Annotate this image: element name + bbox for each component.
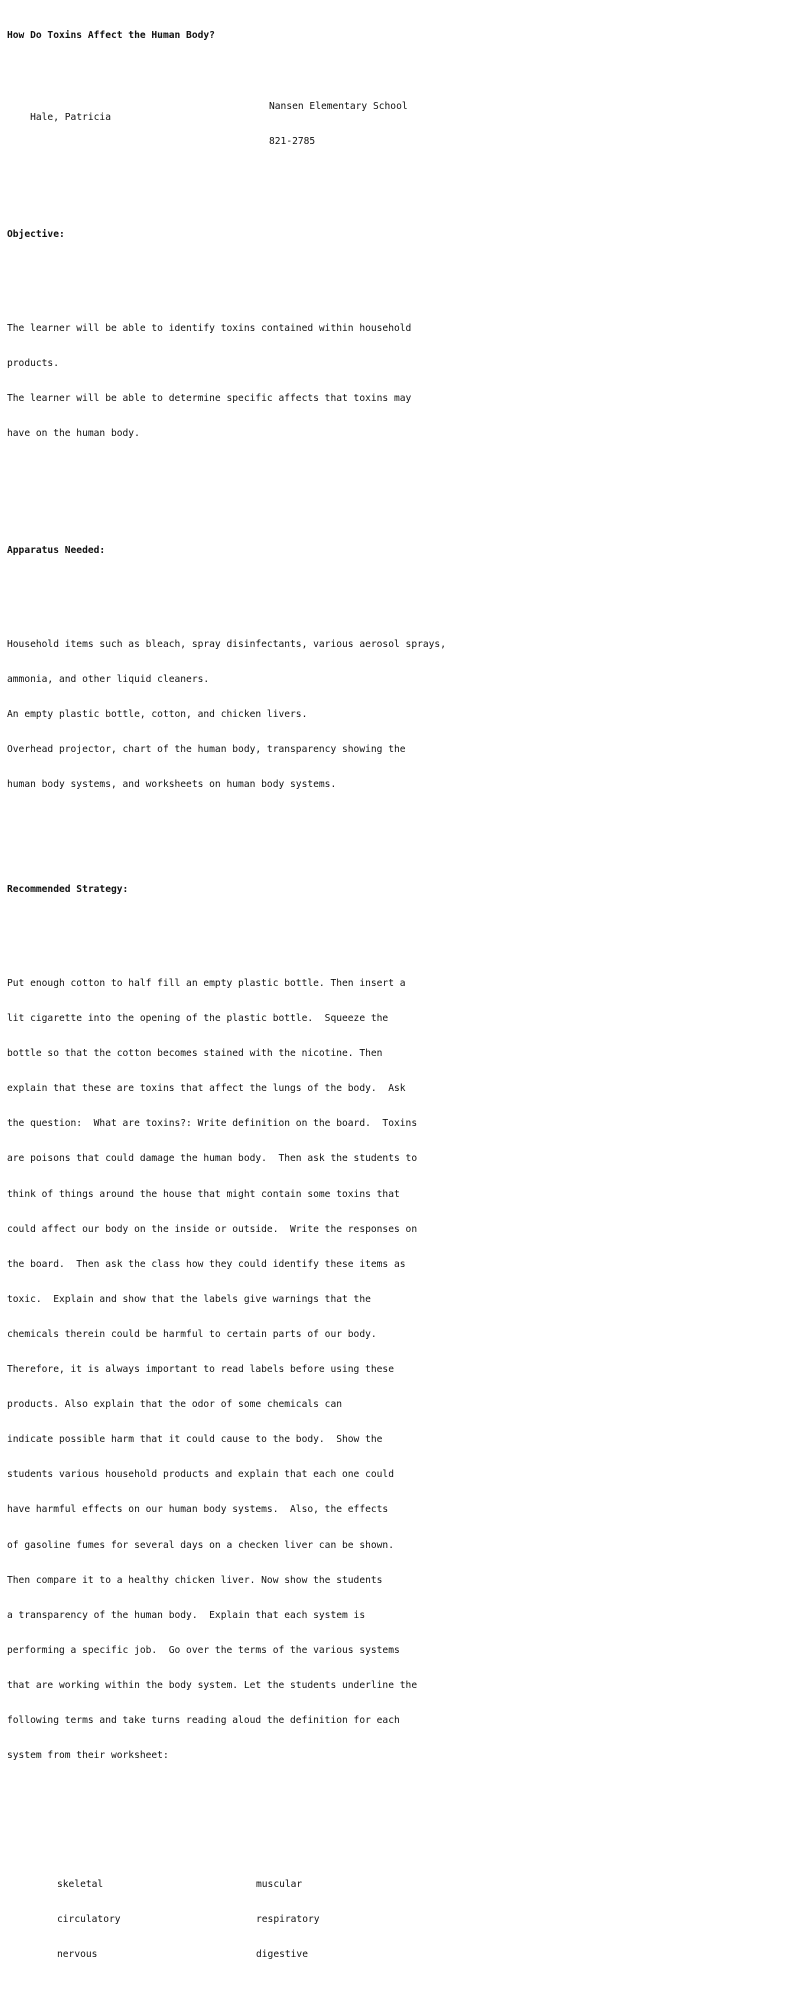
apparatus-heading: Apparatus Needed: bbox=[7, 545, 106, 557]
term: muscular bbox=[256, 1878, 303, 1890]
objective-heading: Objective: bbox=[7, 229, 65, 241]
text-line: the board. Then ask the class how they could identify these items as bbox=[7, 1258, 406, 1270]
text-line: The learner will be able to determine specific affects that toxins may bbox=[7, 393, 412, 405]
text-line: ammonia, and other liquid cleaners. bbox=[7, 673, 210, 685]
objective-text bbox=[7, 299, 800, 463]
text-line: Household items such as bleach, spray disinfectants, various aerosol sprays, bbox=[7, 638, 446, 650]
text-line: think of things around the house that might contain some toxins that bbox=[7, 1188, 400, 1200]
strategy-text bbox=[7, 955, 800, 1786]
text-line: performing a specific job. Go over the terms of the various systems bbox=[7, 1644, 400, 1656]
text-line: following terms and take turns reading aloud the definition for each bbox=[7, 1714, 400, 1726]
text-line: products. Also explain that the odor of some chemicals can bbox=[7, 1399, 343, 1411]
text-line: Put enough cotton to half fill an empty plastic bottle. Then insert a bbox=[7, 978, 406, 990]
term: skeletal bbox=[57, 1878, 104, 1890]
text-line: Then compare it to a healthy chicken liver. Now show the students bbox=[7, 1574, 383, 1586]
terms-list bbox=[7, 1855, 800, 1984]
text-line: bottle so that the cotton becomes stained with the nicotine. Then bbox=[7, 1048, 383, 1060]
school-number-row bbox=[7, 136, 800, 148]
text-line: explain that these are toxins that affect the lungs of the body. Ask bbox=[7, 1083, 406, 1095]
text-line: are poisons that could damage the human body. Then ask the students to bbox=[7, 1153, 418, 1165]
text-line: the question: What are toxins?: Write definition on the board. Toxins bbox=[7, 1118, 418, 1130]
terms-row bbox=[7, 1879, 800, 1891]
text-line: products. bbox=[7, 357, 59, 369]
text-line: that are working within the body system. Let the students underline the bbox=[7, 1679, 418, 1691]
text-line: human body systems, and worksheets on human body systems. bbox=[7, 779, 337, 791]
text-line: An empty plastic bottle, cotton, and chicken livers. bbox=[7, 708, 308, 720]
text-line: toxic. Explain and show that the labels give warnings that the bbox=[7, 1293, 371, 1305]
text-line: The learner will be able to identify toxins contained within household bbox=[7, 322, 412, 334]
text-line: system from their worksheet: bbox=[7, 1750, 169, 1762]
author-row bbox=[7, 100, 800, 124]
terms-row bbox=[7, 1949, 800, 1961]
text-line: have on the human body. bbox=[7, 428, 140, 440]
text-line: of gasoline fumes for several days on a checken liver can be shown. bbox=[7, 1539, 394, 1551]
strategy-heading: Recommended Strategy: bbox=[7, 884, 129, 896]
author-name: Hale, Patricia bbox=[30, 112, 111, 124]
term: respiratory bbox=[256, 1913, 320, 1925]
text-line: a transparency of the human body. Explain that each system is bbox=[7, 1609, 366, 1621]
term: circulatory bbox=[57, 1913, 121, 1925]
document-title: How Do Toxins Affect the Human Body? bbox=[7, 30, 215, 42]
term: nervous bbox=[57, 1948, 98, 1960]
term: digestive bbox=[256, 1948, 308, 1960]
school-number: 821-2785 bbox=[269, 135, 316, 147]
text-line: indicate possible harm that it could cause to the body. Show the bbox=[7, 1434, 383, 1446]
text-line: students various household products and explain that each one could bbox=[7, 1469, 394, 1481]
text-line: chemicals therein could be harmful to certain parts of our body. bbox=[7, 1328, 377, 1340]
text-line: lit cigarette into the opening of the plastic bottle. Squeeze the bbox=[7, 1013, 389, 1025]
text-line: have harmful effects on our human body systems. Also, the effects bbox=[7, 1504, 389, 1516]
apparatus-text bbox=[7, 615, 800, 814]
text-line: Therefore, it is always important to read labels before using these bbox=[7, 1364, 394, 1376]
text-line: could affect our body on the inside or outside. Write the responses on bbox=[7, 1223, 418, 1235]
terms-row bbox=[7, 1914, 800, 1926]
text-line: Overhead projector, chart of the human body, transparency showing the bbox=[7, 744, 406, 756]
school-name: Nansen Elementary School bbox=[269, 100, 408, 112]
